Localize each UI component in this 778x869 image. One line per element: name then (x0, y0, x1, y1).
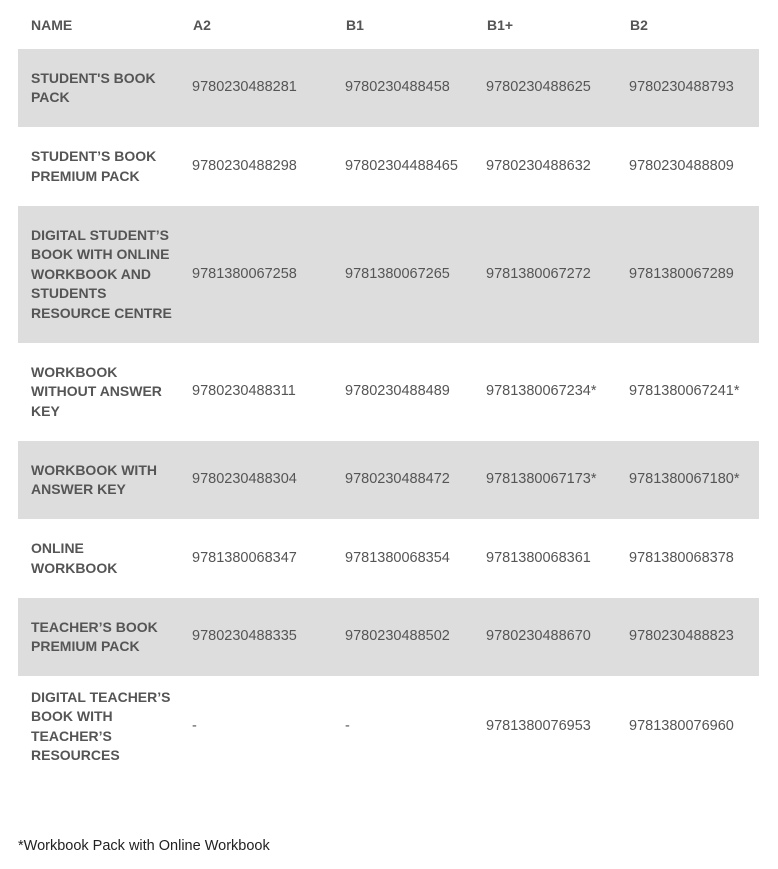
isbn-table (18, 0, 759, 777)
isbn-b1-plus: 9781380068361 (486, 549, 591, 566)
name-line: ONLINE (31, 540, 84, 556)
name-line: TEACHER’S (31, 727, 112, 744)
isbn-b1: 9780230488458 (333, 49, 474, 127)
name-line: DIGITAL TEACHER’S (31, 688, 171, 705)
product-name (18, 676, 180, 777)
isbn-b1-plus: 9781380067234* (486, 383, 597, 400)
header-b2: B2 (630, 17, 648, 33)
header-b1: B1 (346, 17, 364, 33)
table-row (18, 343, 759, 441)
name-line: STUDENTS (31, 285, 107, 302)
isbn-b1-plus: 9781380067173* (474, 441, 617, 519)
isbn-b1: 9780230488472 (333, 441, 474, 519)
isbn-b2: 9781380067180* (617, 441, 759, 519)
isbn-a2: - (192, 717, 197, 734)
isbn-a2: 9780230488335 (180, 598, 333, 676)
isbn-b1-plus: 9781380076953 (486, 717, 591, 734)
isbn-a2: 9781380068347 (192, 549, 297, 566)
isbn-b2: 9781380067241* (629, 383, 740, 400)
product-name (18, 49, 180, 127)
header-row (18, 0, 759, 49)
name-line: BOOK WITH (31, 708, 113, 724)
isbn-b1: 9780230488489 (345, 383, 450, 400)
name-line: RESOURCE CENTRE (31, 304, 172, 321)
isbn-b1: 9780230488502 (333, 598, 474, 676)
header-b1-plus: B1+ (487, 17, 514, 33)
product-name (18, 598, 180, 676)
name-line: PACK (31, 89, 70, 105)
name-line: PREMIUM PACK (31, 167, 140, 184)
name-line: STUDENT'S BOOK (31, 69, 156, 86)
isbn-b1: - (345, 717, 350, 734)
isbn-b2: 9780230488809 (629, 157, 734, 174)
isbn-b1-plus: 9780230488670 (474, 598, 617, 676)
isbn-a2: 9780230488298 (192, 157, 297, 174)
product-name (18, 441, 180, 519)
product-name (18, 519, 180, 598)
name-line: WORKBOOK AND (31, 265, 152, 282)
isbn-a2: 9781380067258 (180, 206, 333, 343)
name-line: BOOK WITH ONLINE (31, 246, 170, 263)
isbn-b2: 9780230488793 (617, 49, 759, 127)
name-line: DIGITAL STUDENT’S (31, 226, 169, 243)
isbn-b1-plus: 9781380067272 (474, 206, 617, 343)
isbn-b1: 97802304488465 (345, 157, 458, 174)
isbn-b2: 9781380067289 (617, 206, 759, 343)
isbn-a2: 9780230488311 (192, 383, 296, 400)
product-name (18, 206, 180, 343)
isbn-b2: 9781380076960 (629, 717, 734, 734)
table-row (18, 206, 759, 343)
product-name (18, 127, 180, 206)
isbn-a2: 9780230488281 (180, 49, 333, 127)
name-line: TEACHER’S BOOK (31, 618, 158, 635)
table-row (18, 598, 759, 676)
table-row (18, 441, 759, 519)
isbn-b2: 9780230488823 (617, 598, 759, 676)
isbn-a2: 9780230488304 (180, 441, 333, 519)
footnote: *Workbook Pack with Online Workbook (18, 838, 270, 854)
isbn-b1: 9781380067265 (333, 206, 474, 343)
name-line: ANSWER KEY (31, 481, 126, 497)
name-line: PREMIUM PACK (31, 638, 140, 654)
name-line: WORKBOOK WITH (31, 461, 157, 478)
isbn-b1-plus: 9780230488632 (486, 157, 591, 174)
name-line: STUDENT’S BOOK (31, 148, 157, 164)
header-a2: A2 (193, 17, 211, 33)
table-row (18, 49, 759, 127)
table-row (18, 127, 759, 206)
isbn-b2: 9781380068378 (629, 549, 734, 566)
isbn-b1: 9781380068354 (345, 549, 450, 566)
name-line: KEY (31, 402, 60, 419)
table-row (18, 519, 759, 598)
name-line: WORKBOOK (31, 559, 118, 576)
header-name: NAME (31, 17, 73, 33)
name-line: RESOURCES (31, 747, 120, 763)
name-line: WITHOUT ANSWER (31, 383, 162, 400)
table-row (18, 676, 759, 777)
product-name (18, 343, 180, 441)
isbn-b1-plus: 9780230488625 (474, 49, 617, 127)
name-line: WORKBOOK (31, 363, 118, 380)
